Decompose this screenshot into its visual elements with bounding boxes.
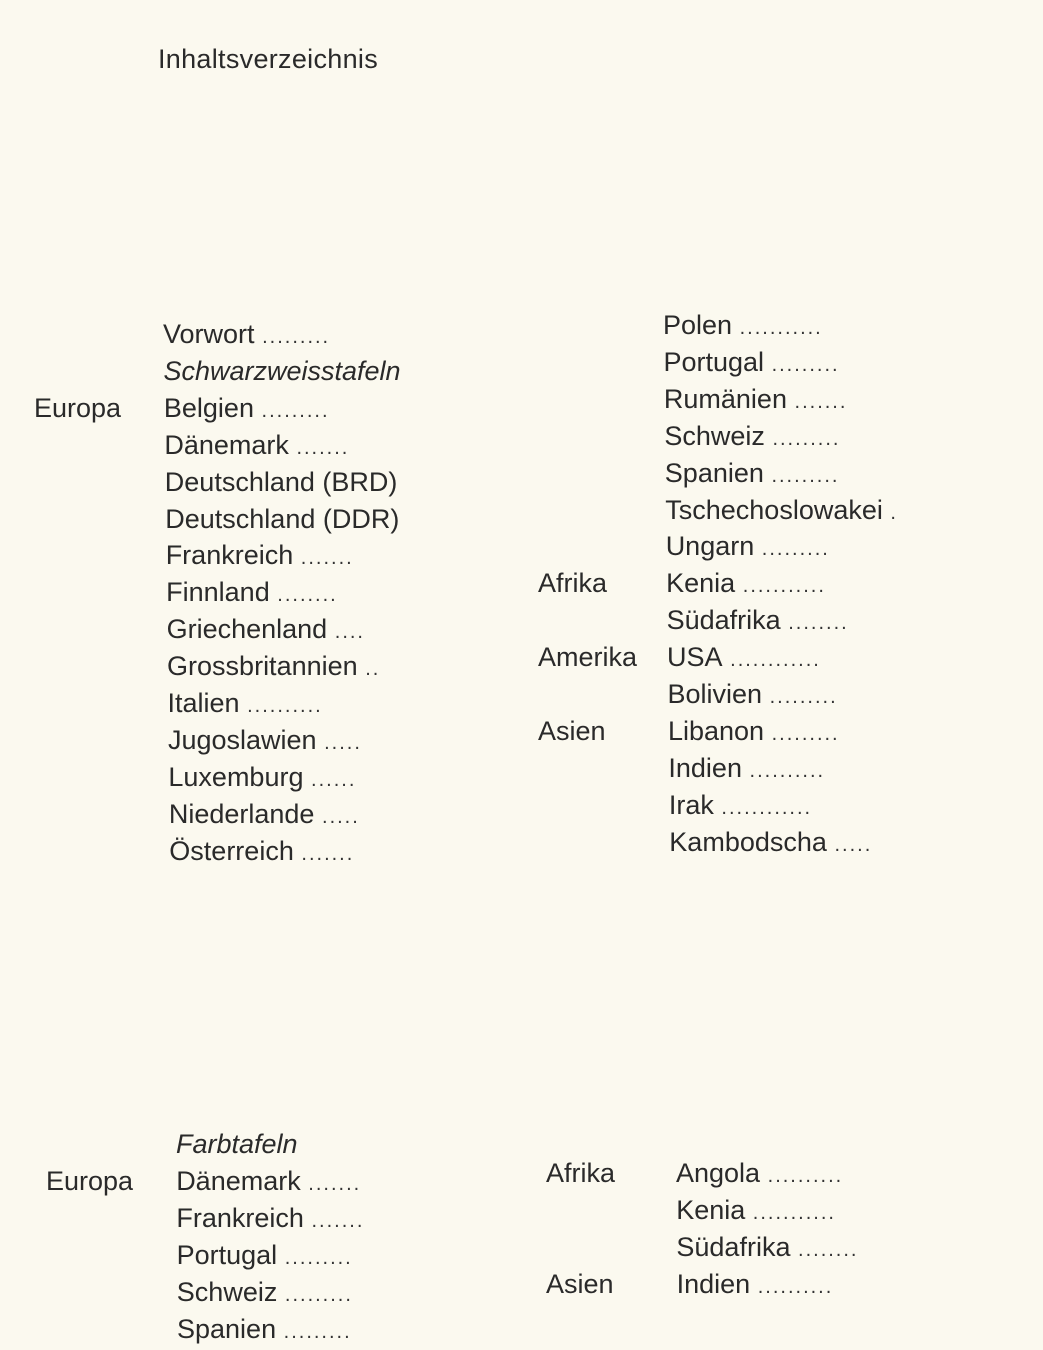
leader-dots: ......... [754, 538, 830, 561]
leader-dots: ......... [764, 427, 841, 450]
entry-label-text: Schweiz [664, 420, 765, 451]
leader-dots: ......... [253, 399, 330, 422]
entry-label [167, 648, 437, 687]
leader-dots: ........ [790, 1238, 859, 1261]
entry-label-text: Frankreich [176, 1202, 304, 1233]
entry-label-text: Angola [676, 1158, 761, 1188]
entry-label [168, 685, 438, 724]
entry-label-text: Belgien [163, 392, 254, 423]
entry-label [177, 1311, 449, 1350]
entry-label-text: Portugal [176, 1239, 278, 1270]
entry-label-text: Indien [676, 1268, 751, 1299]
entry-label [177, 1274, 449, 1313]
entry-label [177, 1237, 449, 1276]
entry-label [169, 833, 439, 872]
leader-dots: ....... [300, 1172, 362, 1195]
entry-label [676, 1229, 934, 1268]
section-heading-text: Farbtafeln [176, 1129, 298, 1159]
entry-label-text: Jugoslawien [167, 724, 317, 755]
entry-label-text: Libanon [667, 715, 765, 746]
leader-dots: ......... [254, 326, 331, 348]
entry-label [176, 1200, 448, 1239]
entry-label [677, 1266, 935, 1305]
leader-dots: .......... [741, 759, 826, 782]
entry-label [667, 639, 925, 678]
entry-label-text: Italien [167, 688, 240, 718]
entry-label [168, 759, 438, 798]
entry-label-text: Bolivien [667, 679, 763, 709]
page-title: Inhaltsverzeichnis [158, 44, 379, 74]
leader-dots: ............ [713, 796, 813, 819]
entry-label-text: Irak [668, 789, 714, 820]
entry-label [667, 602, 925, 641]
entry-label [169, 796, 439, 835]
leader-dots: ......... [277, 1283, 353, 1306]
leader-dots: ............ [722, 649, 821, 672]
leader-dots: ........... [735, 575, 826, 598]
entry-label-text: Portugal [663, 346, 765, 377]
entry-label-text: USA [667, 642, 723, 673]
region-label: Europa [46, 1165, 134, 1196]
leader-dots: ....... [293, 842, 355, 865]
leader-dots: .......... [760, 1165, 844, 1187]
entry-label-text: Finnland [166, 577, 270, 608]
leader-dots: ....... [303, 1209, 365, 1232]
entry-label [665, 492, 923, 531]
region-label: Amerika [538, 642, 638, 673]
leader-dots: ......... [763, 464, 840, 487]
leader-dots: . [882, 501, 898, 524]
leader-dots: .. [357, 658, 381, 681]
leader-dots: ..... [826, 833, 873, 856]
leader-dots: .......... [239, 695, 323, 717]
entry-label-text: Spanien [177, 1313, 277, 1344]
leader-dots: ........... [732, 317, 823, 339]
leader-dots: ........ [780, 612, 849, 635]
entry-label [166, 574, 436, 613]
entry-label [163, 316, 433, 355]
leader-dots: ....... [288, 436, 350, 459]
entry-label [663, 344, 921, 383]
entry-label [666, 565, 924, 604]
leader-dots: ........ [269, 584, 338, 607]
entry-label [168, 722, 438, 761]
entry-label [668, 713, 926, 752]
entry-label [676, 1192, 934, 1231]
entry-label-text: Dänemark [164, 429, 289, 460]
entry-label [166, 537, 436, 576]
entry-label-text: Vorwort [163, 319, 255, 349]
entry-label [676, 1155, 934, 1194]
entry-label [669, 824, 927, 863]
entry-label [663, 307, 921, 346]
entry-label [165, 501, 435, 537]
entry-label [165, 464, 435, 500]
section-heading [176, 1126, 448, 1162]
region-label: Asien [538, 715, 606, 746]
entry-label-text: Ungarn [665, 531, 755, 562]
entry-label [668, 750, 926, 789]
entry-label [666, 528, 924, 567]
entry-label-text: Kenia [666, 568, 736, 599]
entry-label [665, 455, 923, 494]
leader-dots: .... [327, 621, 365, 644]
leader-dots: ........... [745, 1201, 836, 1224]
entry-label-text: Österreich [169, 835, 294, 866]
leader-dots: ......... [762, 686, 838, 708]
entry-label-text: Niederlande [168, 798, 315, 829]
region-label: Afrika [538, 568, 608, 599]
leader-dots: .......... [750, 1275, 834, 1298]
entry-label [664, 381, 922, 420]
entry-label-text: Indien [668, 752, 742, 783]
region-label: Afrika [546, 1158, 616, 1188]
entry-label-text: Rumänien [663, 383, 787, 414]
leader-dots: ......... [764, 722, 840, 745]
region-label: Asien [546, 1268, 614, 1299]
entry-label [164, 390, 434, 429]
leader-dots: ......... [277, 1246, 353, 1269]
region-label: Europa [34, 392, 122, 423]
entry-label-text: Kambodscha [669, 826, 827, 857]
section-heading [163, 353, 433, 389]
entry-label [167, 611, 437, 650]
entry-label-text: Tschechoslowakei [665, 494, 883, 525]
leader-dots: ..... [314, 805, 360, 828]
entry-label-text: Grossbritannien [167, 651, 358, 682]
entry-label-text: Kenia [676, 1194, 746, 1225]
entry-label [669, 787, 927, 826]
entry-label-text: Schweiz [176, 1276, 278, 1307]
leader-dots: ...... [303, 768, 357, 791]
leader-dots: ......... [764, 353, 840, 376]
entry-label-text: Polen [663, 310, 733, 340]
entry-label-text: Südafrika [676, 1231, 791, 1262]
entry-label [176, 1163, 448, 1202]
entry-label-text: Griechenland [166, 614, 328, 645]
entry-label [668, 676, 926, 715]
entry-label-text: Spanien [664, 457, 764, 488]
leader-dots: ......... [276, 1320, 352, 1343]
section-heading-text: Schwarzweisstafeln [163, 355, 401, 386]
entry-label [164, 427, 434, 466]
entry-label-text: Deutschland (BRD) [164, 466, 398, 497]
leader-dots: ....... [786, 390, 848, 413]
entry-label-text: Dänemark [176, 1165, 301, 1196]
leader-dots: ....... [293, 547, 354, 570]
leader-dots: ..... [316, 731, 362, 754]
entry-label-text: Deutschland (DDR) [165, 503, 400, 534]
entry-label [664, 418, 922, 457]
entry-label-text: Frankreich [165, 540, 294, 571]
entry-label-text: Luxemburg [168, 761, 304, 792]
entry-label-text: Südafrika [666, 605, 781, 636]
